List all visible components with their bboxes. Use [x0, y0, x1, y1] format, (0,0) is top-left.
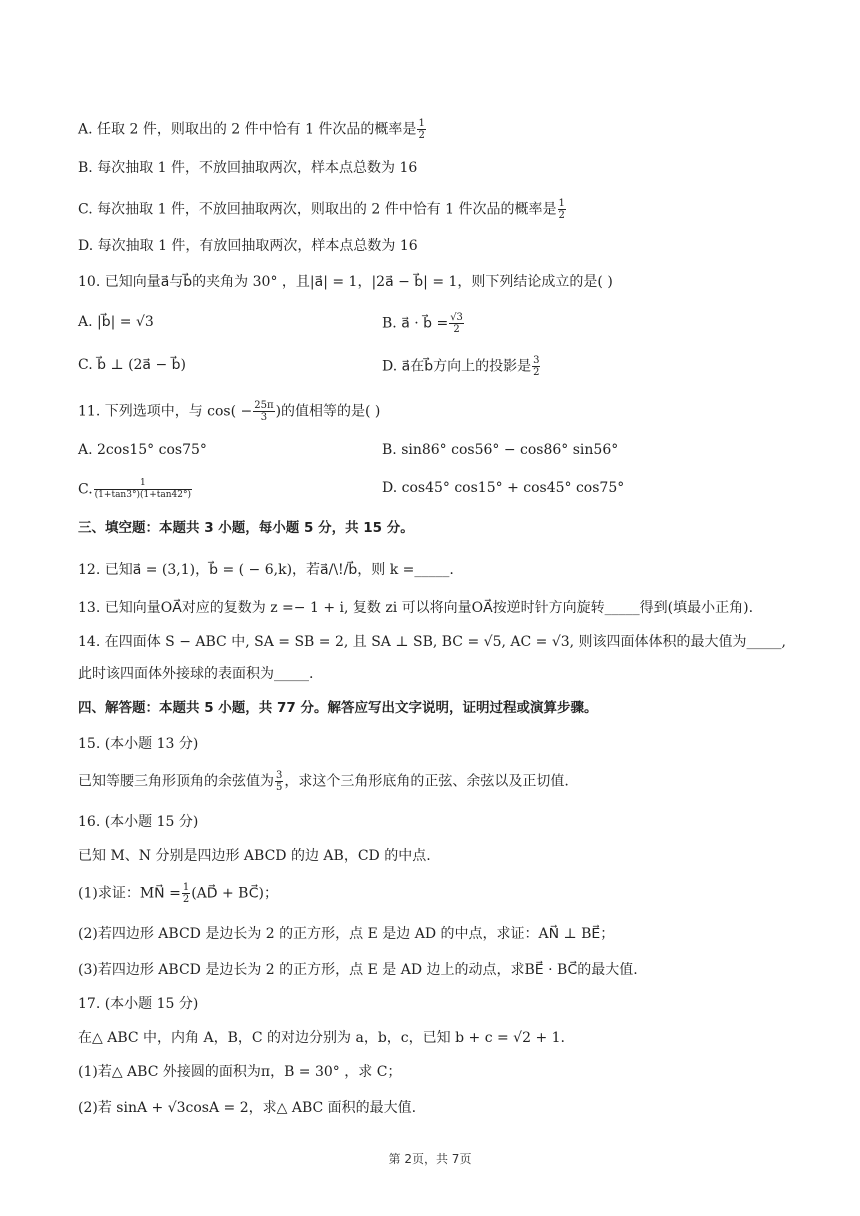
q11-stem: 11. 下列选项中，与 cos( − $\frac{25\pi}{3}$ )的值相等的是( )	[78, 400, 381, 423]
section-4-heading: 四、解答题：本题共 5 小题，共 77 分。解答应写出文字说明，证明过程或演算步骤。	[78, 700, 598, 716]
q10-option-b-fraction: $\frac{√3}{2}$	[450, 312, 463, 335]
q17-part-1: (1)若△ ABC 外接圆的面积为π，B = 30° ，求 C；	[78, 1064, 402, 1080]
q15-fraction: $\frac{3}{5}$	[276, 770, 283, 793]
q13: 13. 已知向量OA⃗对应的复数为 z =− 1 + i, 复数 zi 可以将向量OA⃗按逆时针方向旋转_____得到(填最小正角).	[78, 600, 754, 616]
q10-option-c: C. b⃗ ⊥ (2a⃗ − b⃗)	[78, 357, 186, 373]
q11-option-c: C. $\frac{1}{(1+\tan 3^\circ)(1+\tan 42^\circ)}$	[78, 478, 191, 500]
q11-option-b: B. sin86° cos56° − cos86° sin56°	[382, 442, 619, 458]
q16-part-1-fraction: $\frac{1}{2}$	[182, 882, 190, 905]
q10-option-b-text: B. a⃗ · b⃗ =	[382, 315, 449, 332]
q16-stem: 已知 M、N 分别是四边形 ABCD 的边 AB，CD 的中点.	[78, 848, 431, 864]
q9-option-d: D. 每次抽取 1 件，有放回抽取两次，样本点总数为 16	[78, 238, 418, 254]
q16-heading: 16. (本小题 15 分)	[78, 814, 199, 830]
q15-heading: 15. (本小题 13 分)	[78, 736, 199, 752]
q9-option-c-fraction: $\frac{1}{2}$	[558, 198, 565, 221]
q11-stem-fraction: $\frac{25\pi}{3}$	[254, 400, 274, 423]
q9-option-a-fraction: $\frac{1}{2}$	[418, 118, 425, 141]
q9-option-c-text: C. 每次抽取 1 件，不放回抽取两次，则取出的 2 件中恰有 1 件次品的概率是	[78, 201, 557, 218]
q10-option-b	[382, 312, 465, 335]
q17-stem: 在△ ABC 中，内角 A，B，C 的对边分别为 a，b，c，已知 b + c = √2 + 1.	[78, 1030, 565, 1046]
q10-option-d	[382, 355, 541, 378]
q10-option-d-text: D. a⃗在b⃗方向上的投影是	[382, 358, 532, 375]
q10-stem: 10. 已知向量a⃗与b⃗的夹角为 30° ，且|a⃗| = 1，|2a⃗ − b⃗| = 1，则下列结论成立的是( )	[78, 274, 613, 290]
q9-option-a	[78, 118, 427, 141]
q10-option-a: A. |b⃗| = √3	[78, 314, 154, 330]
q9-option-b: B. 每次抽取 1 件，不放回抽取两次，样本点总数为 16	[78, 160, 418, 176]
section-3-heading: 三、填空题：本题共 3 小题，每小题 5 分，共 15 分。	[78, 520, 414, 536]
q17-heading: 17. (本小题 15 分)	[78, 996, 199, 1012]
q11-option-a: A. 2cos15° cos75°	[78, 442, 207, 458]
q14-line-2: 此时该四面体外接球的表面积为_____.	[78, 666, 314, 682]
q14-line-1: 14. 在四面体 S − ABC 中, SA = SB = 2, 且 SA ⊥ SB, BC = √5, AC = √3, 则该四面体体积的最大值为_____,	[78, 634, 787, 650]
q9-option-a-text: A. 任取 2 件，则取出的 2 件中恰有 1 件次品的概率是	[78, 121, 417, 138]
q12: 12. 已知a⃗ = (3,1)，b⃗ = ( − 6,k)，若a⃗/\!/b⃗，则 k =_____.	[78, 562, 454, 578]
q17-part-2: (2)若 sinA + √3cosA = 2，求△ ABC 面积的最大值.	[78, 1100, 417, 1116]
q16-part-1: (1)求证：MN⃗ = $\frac{1}{2}$ (AD⃗ + BC⃗)；	[78, 882, 278, 905]
q15-body: 已知等腰三角形顶角的余弦值为 $\frac{3}{5}$ ，求这个三角形底角的正弦、余弦以及正切值.	[78, 770, 569, 793]
q16-part-2: (2)若四边形 ABCD 是边长为 2 的正方形，点 E 是边 AD 的中点，求证：AN⃗ ⊥ BE⃗；	[78, 926, 615, 942]
q16-part-3: (3)若四边形 ABCD 是边长为 2 的正方形，点 E 是 AD 边上的动点，求BE⃗ · BC⃗的最大值.	[78, 962, 638, 978]
q11-option-d: D. cos45° cos15° + cos45° cos75°	[382, 480, 625, 496]
page-footer: 第 2页，共 7页	[388, 1152, 472, 1166]
q11-option-c-fraction: $\frac{1}{(1+\tan 3^\circ)(1+\tan 42^\circ)}$	[94, 478, 191, 500]
q9-option-c	[78, 198, 567, 221]
q10-option-d-fraction: $\frac{3}{2}$	[533, 355, 540, 378]
